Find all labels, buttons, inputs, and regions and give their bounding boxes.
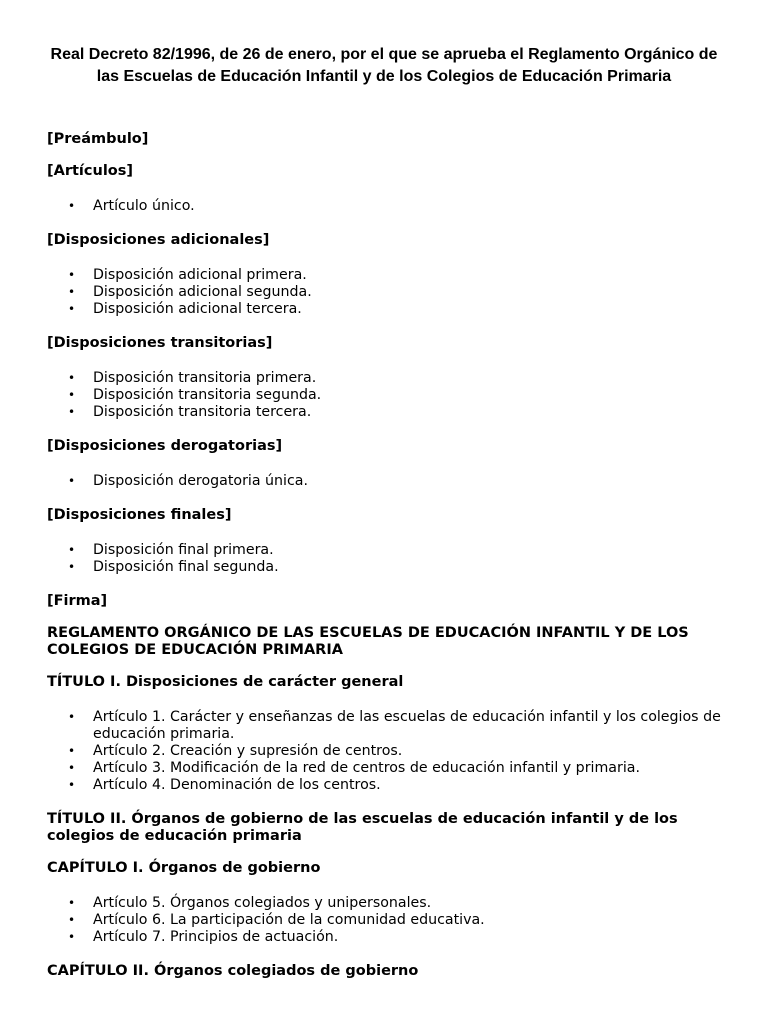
section-item-list [47,370,737,421]
list-item: • Disposición derogatoria única. [47,473,737,490]
list-item: • Artículo 4. Denominación de los centros. [47,777,737,794]
section-item-list [47,709,737,794]
list-item: • Disposición final segunda. [47,559,737,576]
list-item: • Disposición transitoria tercera. [47,404,737,421]
document-title: Real Decreto 82/1996, de 26 de enero, por el que se aprueba el Reglamento Orgánico de las Escuelas de Educación Infantil y de los Colegios de Educación Primaria [50,46,718,85]
section-heading: [Artículos] [47,163,134,179]
list-item: • Artículo 2. Creación y supresión de centros. [47,743,737,760]
section-heading: CAPÍTULO I. Órganos de gobierno [47,860,321,876]
list-item: • Artículo único. [47,198,737,215]
list-item: • Disposición adicional primera. [47,267,737,284]
section-heading: REGLAMENTO ORGÁNICO DE LAS ESCUELAS DE EDUCACIÓN INFANTIL Y DE LOS COLEGIOS DE EDUCACIÓN PRIMARIA [47,625,689,658]
section-item-list [47,542,737,576]
section-heading: TÍTULO I. Disposiciones de carácter general [47,674,404,690]
section-heading: [Disposiciones transitorias] [47,335,273,351]
list-item: • Artículo 1. Carácter y enseñanzas de las escuelas de educación infantil y los colegios de educación primaria. [47,709,737,743]
list-item: • Artículo 5. Órganos colegiados y unipersonales. [47,895,737,912]
list-item: • Disposición final primera. [47,542,737,559]
section-heading: TÍTULO II. Órganos de gobierno de las escuelas de educación infantil y de los colegios de educación primaria [47,811,678,844]
list-item: • Disposición transitoria primera. [47,370,737,387]
table-of-contents [47,131,737,980]
section-item-list [47,267,737,318]
list-item: • Disposición adicional tercera. [47,301,737,318]
section-heading: CAPÍTULO II. Órganos colegiados de gobierno [47,963,419,979]
list-item: • Disposición transitoria segunda. [47,387,737,404]
section-item-list [47,473,737,490]
section-heading: [Disposiciones finales] [47,507,232,523]
section-item-list [47,198,737,215]
section-heading: [Preámbulo] [47,131,149,147]
list-item: • Artículo 3. Modificación de la red de centros de educación infantil y primaria. [47,760,737,777]
list-item: • Disposición adicional segunda. [47,284,737,301]
list-item: • Artículo 6. La participación de la comunidad educativa. [47,912,737,929]
section-item-list [47,895,737,946]
section-heading: [Disposiciones adicionales] [47,232,270,248]
section-heading: [Firma] [47,593,108,609]
section-heading: [Disposiciones derogatorias] [47,438,283,454]
list-item: • Artículo 7. Principios de actuación. [47,929,737,946]
